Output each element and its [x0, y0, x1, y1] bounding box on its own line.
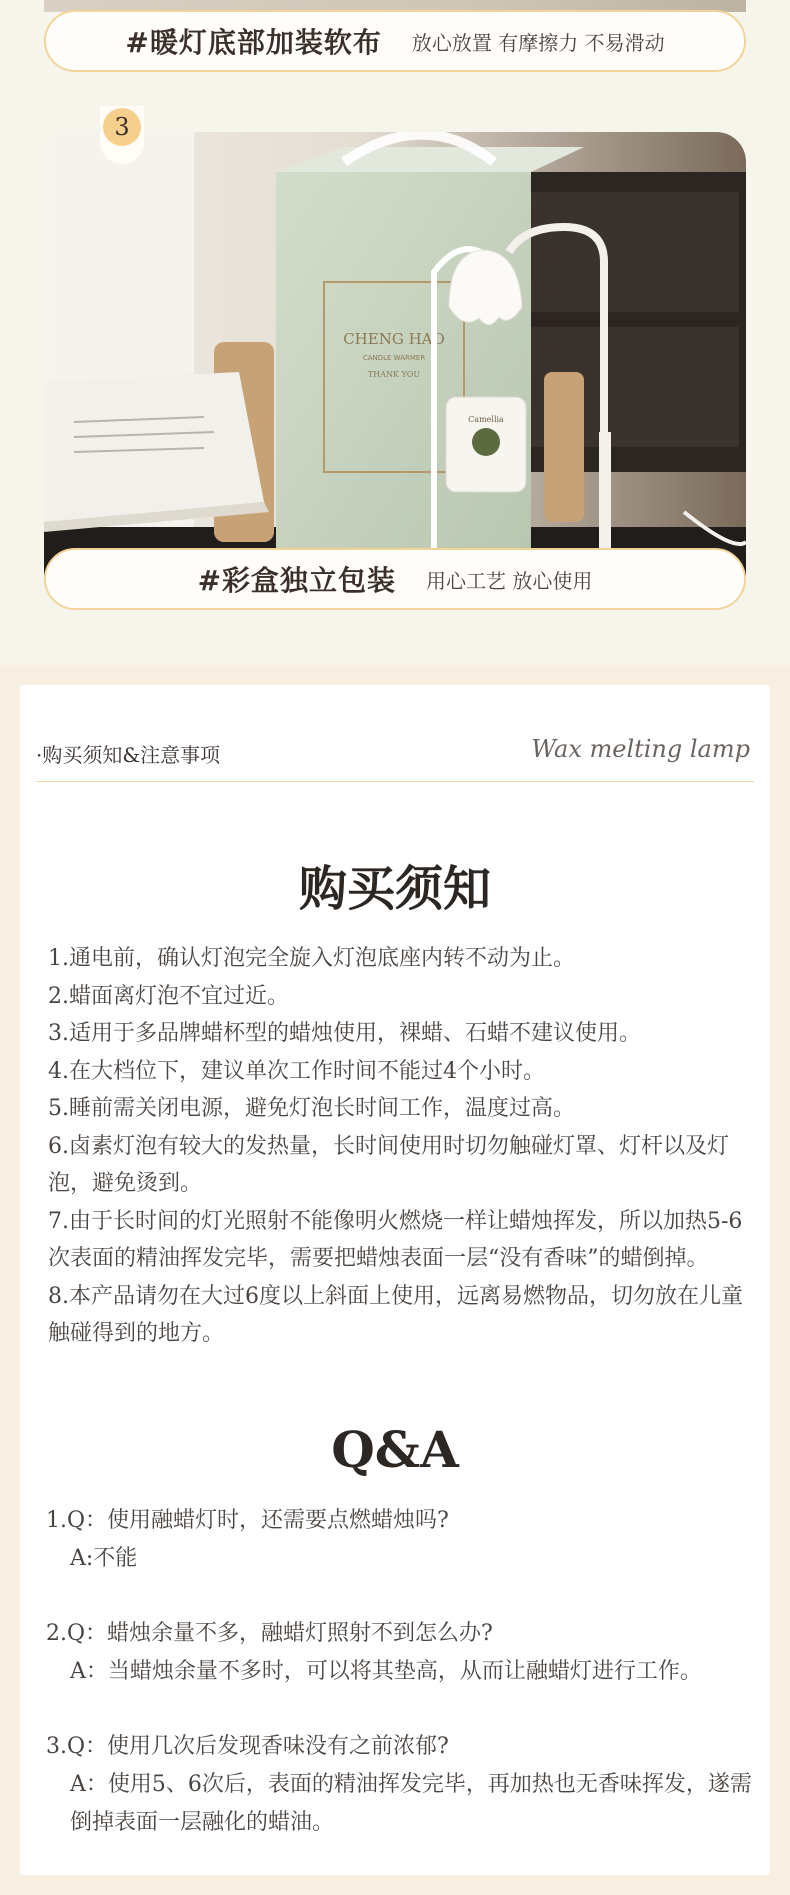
notice-header-script: Wax melting lamp [531, 735, 750, 763]
step-number: 3 [103, 108, 141, 146]
feature-subtitle: 放心放置 有摩擦力 不易滑动 [411, 30, 665, 55]
qa-item [46, 1728, 756, 1842]
qa-heading: Q&A [331, 1420, 459, 1479]
rule-item: 7.由于长时间的灯光照射不能像明火燃烧一样让蜡烛挥发，所以加热5-6次表面的精油挥发完毕，需要把蜡烛表面一层“没有香味”的蜡倒掉。 [48, 1208, 743, 1271]
feature-caption-2 [44, 548, 746, 610]
rule-item: 1.通电前，确认灯泡完全旋入灯泡底座内转不动为止。 [48, 946, 575, 971]
feature-title: #暖灯底部加装软布 [125, 26, 382, 59]
qa-item [46, 1502, 756, 1578]
feature-section [0, 0, 790, 665]
feature-title: #彩盒独立包装 [197, 564, 397, 597]
purchase-notice-heading: 购买须知 [298, 861, 491, 917]
candle-warmer-photo [44, 132, 746, 602]
rule-item: 2.蜡面离灯泡不宜过近。 [48, 983, 289, 1009]
rule-item: 6.卤素灯泡有较大的发热量，长时间使用时切勿触碰灯罩、灯杆以及灯泡，避免烫到。 [48, 1133, 729, 1196]
qa-answer: A：当蜡烛余量不多时，可以将其垫高，从而让融蜡灯进行工作。 [70, 1659, 702, 1684]
box-subtitle-text: CANDLE WARMER [362, 354, 426, 362]
qa-question: 3.Q：使用几次后发现香味没有之前浓郁? [46, 1734, 449, 1759]
qa-list [46, 1502, 756, 1879]
qa-item [46, 1615, 756, 1691]
qa-answer: A：使用5、6次后，表面的精油挥发完毕，再加热也无香味挥发，遂需倒掉表面一层融化的蜡油。 [70, 1772, 752, 1835]
rule-list [48, 940, 748, 1353]
qa-answer: A:不能 [70, 1546, 138, 1571]
candle-label-text: Camellia [468, 415, 504, 424]
qa-question: 1.Q：使用融蜡灯时，还需要点燃蜡烛吗? [46, 1508, 449, 1533]
box-thanks-text: THANK YOU [367, 370, 421, 379]
notice-card [20, 685, 770, 1875]
qa-question: 2.Q：蜡烛余量不多，融蜡灯照射不到怎么办? [46, 1621, 493, 1646]
product-photo [44, 132, 746, 602]
header-divider [36, 781, 754, 782]
step-badge [100, 106, 144, 164]
rule-item: 3.适用于多品牌蜡杯型的蜡烛使用，裸蜡、石蜡不建议使用。 [48, 1021, 641, 1046]
feature-subtitle: 用心工艺 放心使用 [426, 568, 593, 593]
rule-item: 8.本产品请勿在大过6度以上斜面上使用，远离易燃物品，切勿放在儿童触碰得到的地方。 [48, 1283, 743, 1346]
rule-item: 4.在大档位下，建议单次工作时间不能过4个小时。 [48, 1058, 545, 1084]
rule-item: 5.睡前需关闭电源，避免灯泡长时间工作，温度过高。 [48, 1096, 575, 1121]
notice-section [0, 665, 790, 1895]
feature-caption-1 [44, 10, 746, 72]
notice-header-title: ·购买须知&注意事项 [36, 743, 221, 767]
box-brand-text: CHENG HAO [343, 330, 445, 348]
